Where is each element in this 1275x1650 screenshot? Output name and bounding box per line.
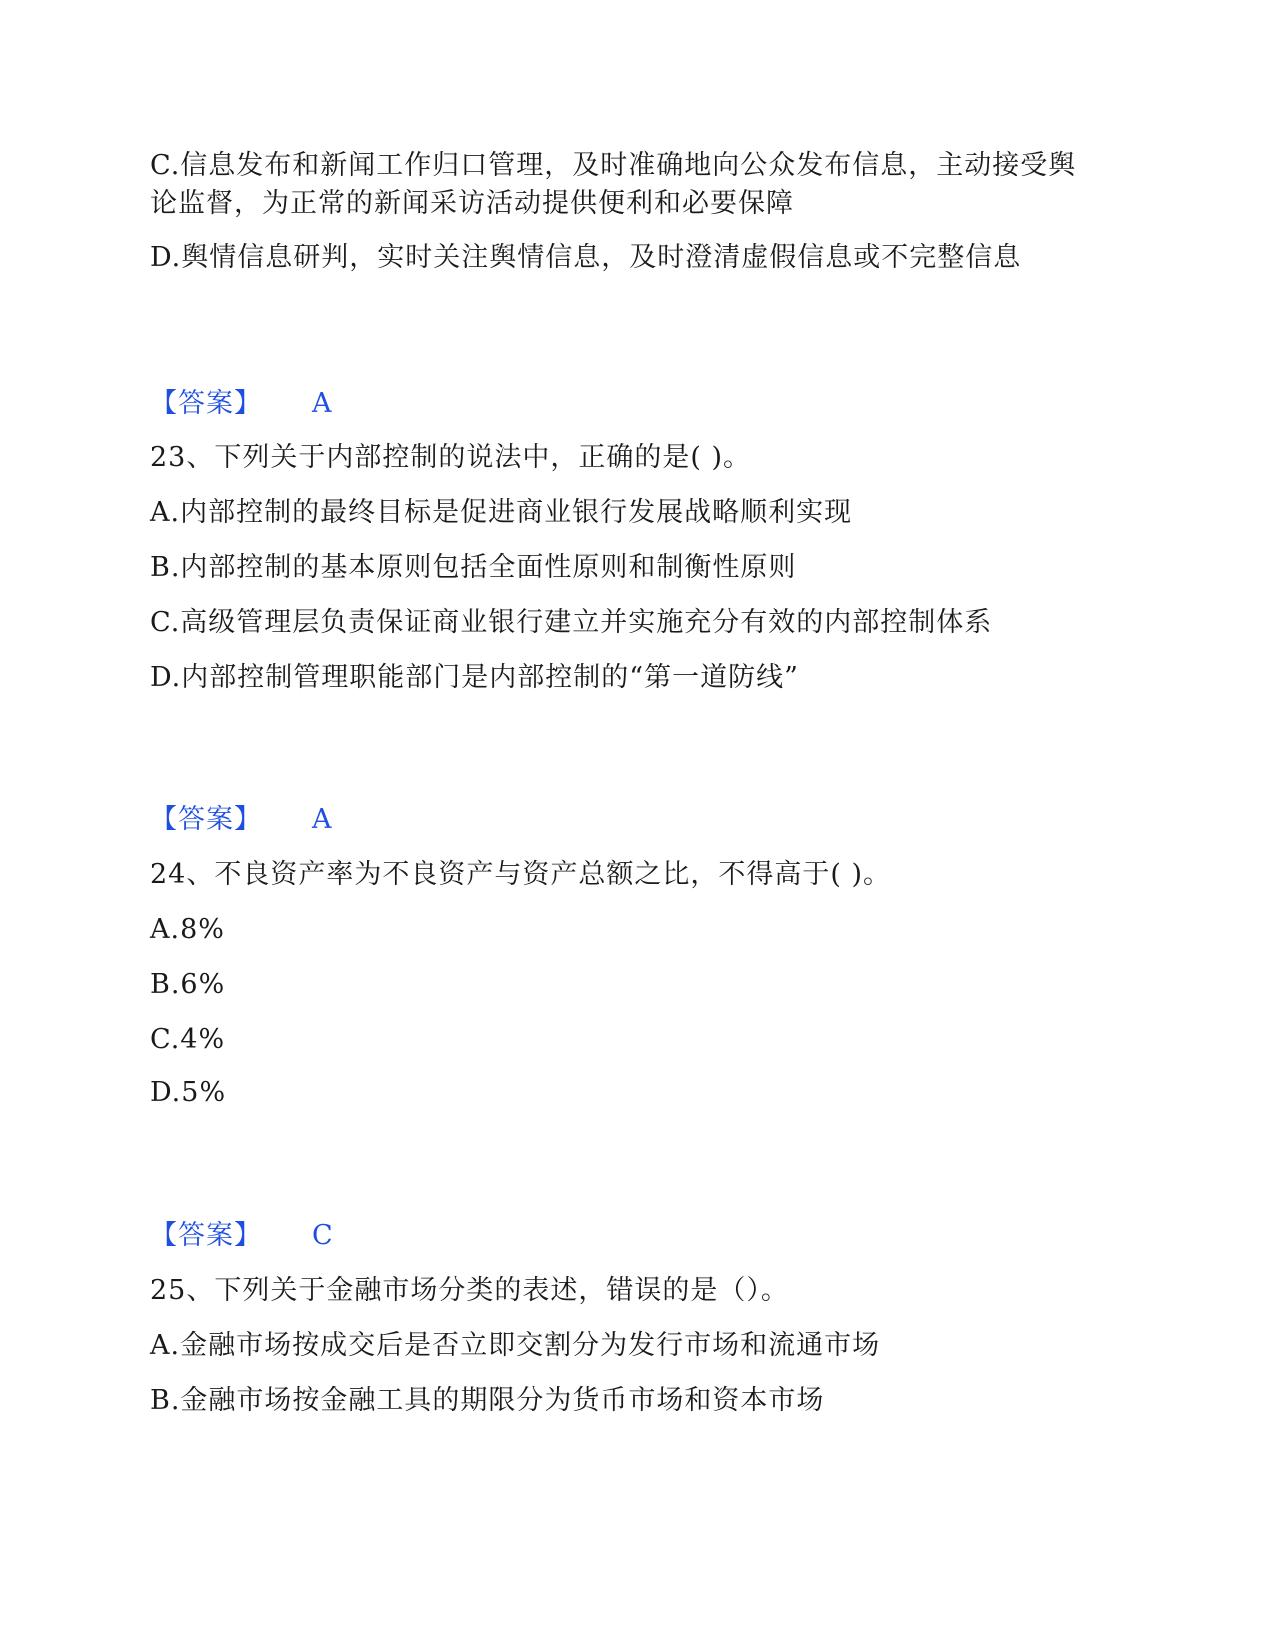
q24-option-a: A.8% — [150, 914, 225, 945]
q24-question: 24、不良资产率为不良资产与资产总额之比，不得高于( )。 — [150, 859, 892, 890]
q23-answer — [150, 800, 332, 840]
answer-value: A — [312, 388, 332, 419]
q24-option-d: D.5% — [150, 1077, 227, 1108]
q22-option-c-line2: 论监督，为正常的新闻采访活动提供便利和必要保障 — [150, 188, 794, 219]
q22-option-d: D.舆情信息研判，实时关注舆情信息，及时澄清虚假信息或不完整信息 — [150, 242, 1022, 273]
q24-option-c: C.4% — [150, 1024, 226, 1055]
q23-option-a: A.内部控制的最终目标是促进商业银行发展战略顺利实现 — [150, 497, 853, 528]
q23-question: 23、下列关于内部控制的说法中，正确的是( )。 — [150, 442, 752, 473]
answer-label: 【答案】 — [150, 804, 262, 835]
q25-question: 25、下列关于金融市场分类的表述，错误的是（）。 — [150, 1275, 789, 1306]
q25-option-b: B.金融市场按金融工具的期限分为货币市场和资本市场 — [150, 1385, 825, 1416]
q23-option-b: B.内部控制的基本原则包括全面性原则和制衡性原则 — [150, 552, 797, 583]
q25-option-a: A.金融市场按成交后是否立即交割分为发行市场和流通市场 — [150, 1330, 881, 1361]
q23-option-d: D.内部控制管理职能部门是内部控制的“第一道防线” — [150, 662, 799, 693]
answer-value: C — [312, 1220, 333, 1251]
q22-answer — [150, 384, 332, 424]
q22-option-c-line1: C.信息发布和新闻工作归口管理，及时准确地向公众发布信息，主动接受舆 — [150, 150, 1077, 181]
answer-value: A — [312, 804, 332, 835]
q24-answer — [150, 1216, 333, 1256]
answer-label: 【答案】 — [150, 1220, 262, 1251]
answer-label: 【答案】 — [150, 388, 262, 419]
q24-option-b: B.6% — [150, 969, 226, 1000]
q23-option-c: C.高级管理层负责保证商业银行建立并实施充分有效的内部控制体系 — [150, 607, 993, 638]
